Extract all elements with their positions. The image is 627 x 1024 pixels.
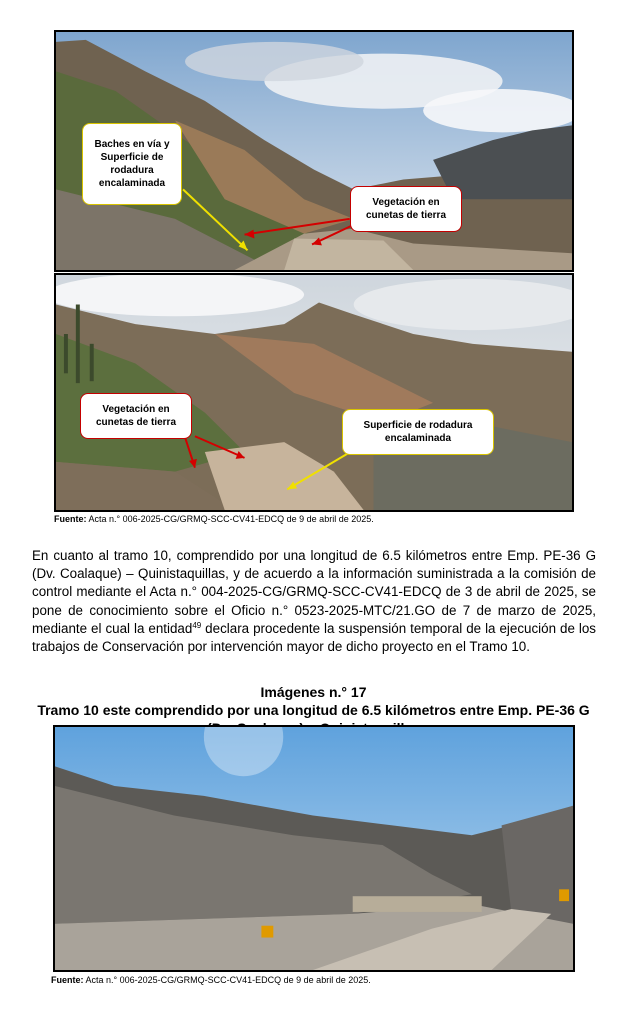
source-label: Fuente: [51,975,84,985]
source-text: Acta n.° 006-2025-CG/GRMQ-SCC-CV41-EDCQ de 9 de abril de 2025. [83,975,371,985]
paragraph-text-end: declara procedente la suspensión temporal de la ejecución de los trabajos de Conservación por intervención mayor de dicho proyecto en el Tramo 10. [32,620,596,655]
callout-vegetacion-1: Vegetación en cunetas de tierra [350,186,462,232]
caption-title: Tramo 10 este comprendido por una longitud de 6.5 kilómetros entre Emp. PE-36 G [37,702,590,718]
source-label: Fuente: [54,514,87,524]
source-note-2 [51,975,371,985]
callout-superficie: Superficie de rodadura encalaminada [342,409,494,455]
body-paragraph [32,547,596,656]
footnote-ref[interactable]: 49 [192,620,202,630]
callout-vegetacion-2: Vegetación en cunetas de tierra [80,393,192,439]
landscape-photo-3 [55,727,573,970]
callout-baches: Baches en vía y Superficie de rodadura encalaminada [82,123,182,205]
paragraph-text: En cuanto al tramo 10, comprendido por una longitud de 6.5 kilómetros entre Emp. PE-36 G (Dv. Coalaque) – Quinistaquillas, y de acuerdo a la información suministrada a la comisión de control mediante el Acta n.° 004-2025-CG/GRMQ-SCC-CV41-EDCQ de 3 de abril de 2025, se pone de conocimiento sobre el Oficio n.° 0523-2025-MTC/21.GO de 7 de marzo de 2025, mediante el cual la entidad [32,548,596,636]
photo-tramo-10 [53,725,575,972]
source-text: Acta n.° 006-2025-CG/GRMQ-SCC-CV41-EDCQ de 9 de abril de 2025. [86,514,374,524]
source-note-1 [54,514,374,524]
caption-number: Imágenes n.° 17 [260,684,367,700]
